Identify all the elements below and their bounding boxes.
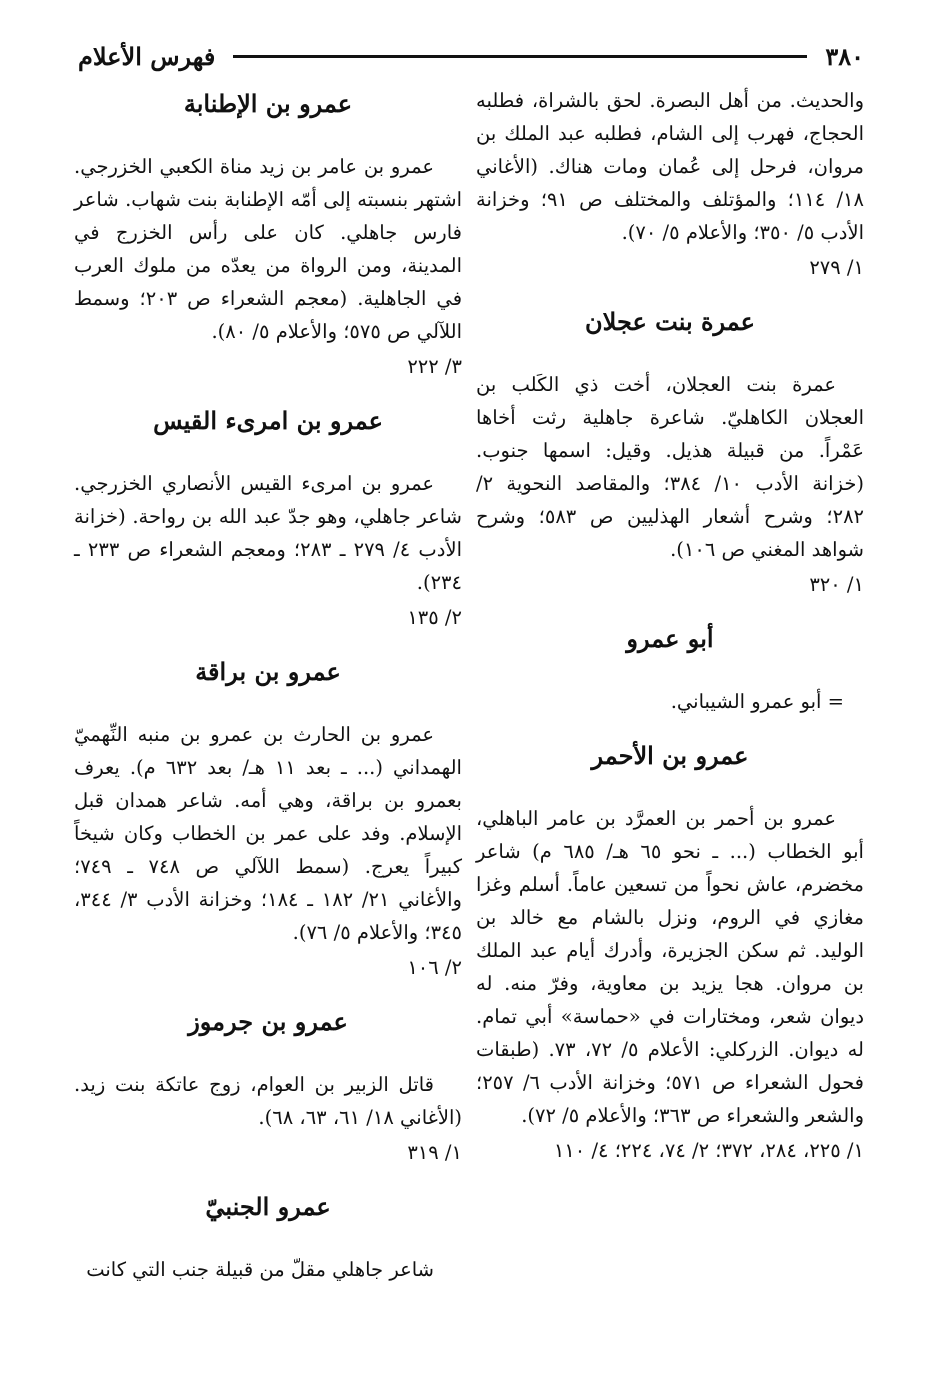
entry-text: عمرو بن عامر بن زيد مناة الكعبي الخزرجي. اشتهر بنسبته إلى أمّه الإطنابة بنت شهاب. شاعر فارس جاهلي. كان على رأس الخزرج في المدينة، ومن الرواة من يعدّه من ملوك العرب في الجاهلية. (معجم الشعراء ص ٢٠٣؛ وسمط اللآلي ص ٥٧٥؛ والأعلام ٥/ ٨٠).: [74, 155, 463, 343]
page-number: ٣٨٠: [825, 41, 864, 71]
entry-text: والحديث. من أهل البصرة. لحق بالشراة، فطلبه الحجاج، فهرب إلى الشام، فطلبه عبد الملك بن مروان، فرحل إلى عُمان ومات هناك. (الأغاني ١٨/ ١١٤؛ والمؤتلف والمختلف ص ٩١؛ وخزانة الأدب ٥/ ٣٥٠؛ والأعلام ٥/ ٧٠).: [476, 89, 864, 244]
entry-page-reference: ١/ ٣١٩: [407, 1141, 462, 1164]
entry-page-reference: ١/ ٢٢٥، ٢٨٤، ٣٧٢؛ ٢/ ٧٤، ٢٢٤؛ ٤/ ١١٠: [553, 1139, 864, 1162]
entry-title: عمرو بن الأحمر: [591, 741, 749, 770]
entry-text: عمرة بنت العجلان، أخت ذي الكَلب بن العجلان الكاهليّ. شاعرة جاهلية رثت أخاها عَمْراً. من قبيلة هذيل. وقيل: اسمها جنوب. (خزانة الأدب ١٠/ ٣٨٤؛ والمقاصد النحوية ٢/ ٢٨٢؛ وشرح أشعار الهذليين ص ٥٨٣؛ وشرح شواهد المغني ص ١٠٦).: [476, 373, 865, 561]
entry-amr-ibn-imri-al-qays: [74, 401, 462, 634]
entry-text: شاعر جاهلي مقلّ من قبيلة جنب التي كانت: [86, 1258, 434, 1281]
entry-page-reference: ٣/ ٢٢٢: [407, 355, 462, 378]
page-header: [78, 38, 864, 74]
entry-amr-ibn-al-itnaba: [74, 84, 462, 383]
entry-title: أبو عمرو: [626, 624, 714, 653]
entry-amr-al-janbi: [74, 1187, 462, 1286]
entry-amr-ibn-jurmuz: [74, 1002, 462, 1169]
entry-page-reference: ٢/ ١٠٦: [407, 956, 462, 979]
entry-title: عمرة بنت عجلان: [585, 307, 755, 336]
entry-cross-reference: = أبو عمرو الشيباني.: [670, 690, 844, 713]
entry-amr-ibn-baraqa: [74, 652, 462, 984]
entry-text: عمرو بن امرىء القيس الأنصاري الخزرجي. شاعر جاهلي، وهو جدّ عبد الله بن رواحة. (خزانة الأدب ٤/ ٢٧٩ ـ ٢٨٣؛ ومعجم الشعراء ص ٢٣٣ ـ ٢٣٤).: [74, 472, 462, 594]
entry-umra-bint-ajlan: [476, 302, 864, 601]
entry-page-reference: ١/ ٣٢٠: [809, 573, 864, 596]
entry-title: عمرو بن امرىء القيس: [153, 406, 383, 435]
left-column: [74, 84, 462, 1304]
entry-page-reference: ١/ ٢٧٩: [809, 256, 864, 279]
running-title: فهرس الأعلام: [78, 41, 216, 71]
right-column: [476, 84, 864, 1185]
continued-entry: [476, 84, 864, 284]
entry-amr-ibn-al-ahmar: [476, 736, 864, 1167]
entry-page-reference: ٢/ ١٣٥: [407, 606, 462, 629]
entry-text: عمرو بن الحارث بن عمرو بن منبه النِّهميّ الهمداني (... ـ بعد ١١ هـ/ بعد ٦٣٢ م). يعرف بعمرو بن براقة، وهي أمه. شاعر همدان قبل الإسلام. وفد على عمر بن الخطاب وكان شيخاً كبيراً يعرج. (سمط اللآلي ص ٧٤٨ ـ ٧٤٩؛ والأغاني ٢١/ ١٨٢ ـ ١٨٤؛ وخزانة الأدب ٣/ ٣٤٤، ٣٤٥؛ والأعلام ٥/ ٧٦).: [74, 723, 462, 944]
entry-title: عمرو الجنبيّ: [205, 1192, 331, 1221]
entry-title: عمرو بن براقة: [195, 657, 341, 686]
entry-title: عمرو بن جرموز: [188, 1007, 348, 1036]
entry-text: عمرو بن أحمر بن العمرَّد بن عامر الباهلي، أبو الخطاب (... ـ نحو ٦٥ هـ/ ٦٨٥ م) شاعر مخضرم، عاش نحواً من تسعين عاماً. أسلم وغزا مغازي في الروم، ونزل بالشام مع خالد بن الوليد. ثم سكن الجزيرة، وأدرك أيام عبد الملك بن مروان. هجا يزيد بن معاوية، وفرّ منه. له ديوان شعر، ومختارات في «حماسة» أبي تمام. له ديوان. الزركلي: الأعلام ٥/ ٧٢، ٧٣. (طبقات فحول الشعراء ص ٥٧١؛ وخزانة الأدب ٦/ ٢٥٧؛ والشعر والشعراء ص ٣٦٣؛ والأعلام ٥/ ٧٢).: [476, 807, 864, 1127]
entry-text: قاتل الزبير بن العوام، زوج عاتكة بنت زيد. (الأغاني ١٨/ ٦١، ٦٣، ٦٨).: [74, 1073, 462, 1129]
entry-abu-amr: [476, 619, 864, 718]
entry-title: عمرو بن الإطنابة: [183, 89, 353, 118]
header-rule: [233, 55, 807, 58]
